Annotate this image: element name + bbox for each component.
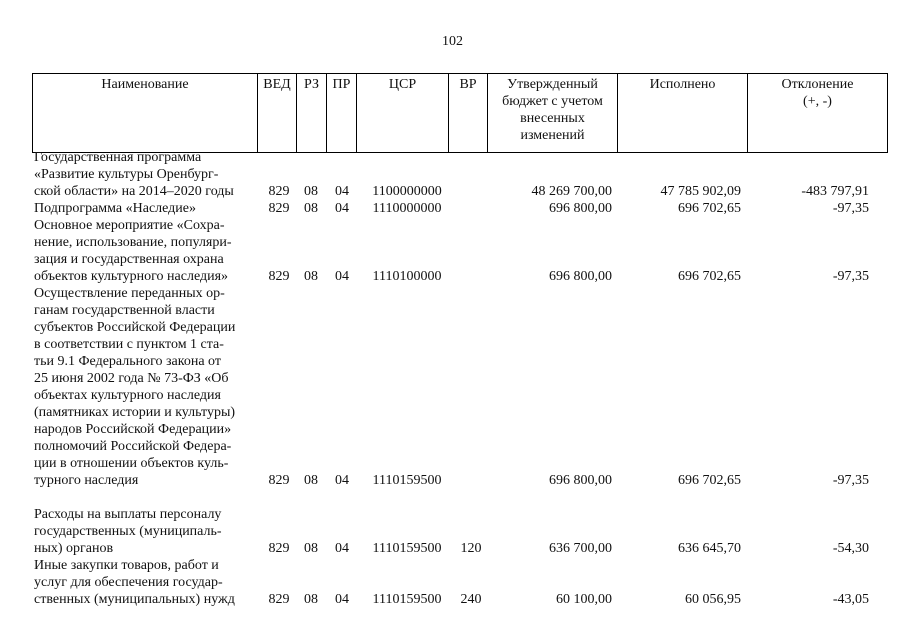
header-ved: ВЕД xyxy=(263,77,291,92)
row-executed: 47 785 902,09 xyxy=(660,184,741,199)
page-number: 102 xyxy=(442,34,463,49)
row-name-line: в соответствии с пунктом 1 ста- xyxy=(34,337,224,352)
row-executed: 636 645,70 xyxy=(678,541,741,556)
row-budget: 48 269 700,00 xyxy=(531,184,612,199)
row-name xyxy=(34,217,264,285)
row-name-line: (памятниках истории и культуры) xyxy=(34,405,236,420)
row-pr: 04 xyxy=(335,473,349,488)
row-budget: 696 800,00 xyxy=(549,201,612,216)
row-csr: 1100000000 xyxy=(372,184,442,199)
row-ved: 829 xyxy=(268,184,290,199)
row-deviation: -97,35 xyxy=(832,473,869,488)
row-name xyxy=(34,285,264,489)
row-pr: 04 xyxy=(335,592,349,607)
row-name xyxy=(34,506,264,557)
row-name-line: Расходы на выплаты персоналу xyxy=(34,507,222,522)
row-name-line: «Развитие культуры Оренбург- xyxy=(34,167,219,182)
row-deviation: -54,30 xyxy=(832,541,869,556)
row-name xyxy=(34,200,264,217)
row-ved: 829 xyxy=(268,541,290,556)
row-ved: 829 xyxy=(268,201,290,216)
row-name xyxy=(34,149,264,200)
row-csr: 1110000000 xyxy=(372,201,442,216)
row-name-line: ской области» на 2014–2020 годы xyxy=(34,184,234,199)
row-csr: 1110100000 xyxy=(372,269,442,284)
header-rz: РЗ xyxy=(304,77,319,92)
row-name-line: полномочий Российской Федера- xyxy=(34,439,232,454)
row-name-line: услуг для обеспечения государ- xyxy=(34,575,223,590)
row-csr: 1110159500 xyxy=(372,541,442,556)
row-pr: 04 xyxy=(335,184,349,199)
row-name-line: турного наследия xyxy=(34,473,139,488)
row-name-line: Подпрограмма «Наследие» xyxy=(34,201,196,216)
row-name-line: ции в отношении объектов куль- xyxy=(34,456,229,471)
row-name-line: зация и государственная охрана xyxy=(34,252,224,267)
row-deviation: -43,05 xyxy=(832,592,869,607)
row-name-line: Осуществление переданных ор- xyxy=(34,286,225,301)
row-rz: 08 xyxy=(304,541,318,556)
header-pr: ПР xyxy=(332,77,351,92)
row-budget: 696 800,00 xyxy=(549,269,612,284)
row-rz: 08 xyxy=(304,201,318,216)
row-pr: 04 xyxy=(335,541,349,556)
row-vr: 240 xyxy=(460,592,482,607)
row-name-line: нение, использование, популяри- xyxy=(34,235,232,250)
row-executed: 60 056,95 xyxy=(685,592,741,607)
row-name xyxy=(34,557,264,608)
header-executed: Исполнено xyxy=(649,77,716,92)
row-rz: 08 xyxy=(304,473,318,488)
row-executed: 696 702,65 xyxy=(678,473,741,488)
header-budget: Утвержденный бюджет с учетом внесенных изменений xyxy=(502,77,603,143)
row-name-line: народов Российской Федерации» xyxy=(34,422,232,437)
row-csr: 1110159500 xyxy=(372,473,442,488)
row-name-line: ственных (муниципальных) нужд xyxy=(34,592,235,607)
row-budget: 60 100,00 xyxy=(556,592,612,607)
header-deviation: Отклонение (+, -) xyxy=(781,77,854,109)
row-name-line: 25 июня 2002 года № 73-ФЗ «Об xyxy=(34,371,229,386)
row-rz: 08 xyxy=(304,592,318,607)
row-name-line: государственных (муниципаль- xyxy=(34,524,222,539)
row-ved: 829 xyxy=(268,473,290,488)
row-name-line: Основное мероприятие «Сохра- xyxy=(34,218,225,233)
header-vr: ВР xyxy=(459,77,477,92)
row-pr: 04 xyxy=(335,201,349,216)
row-csr: 1110159500 xyxy=(372,592,442,607)
row-name-line: объектов культурного наследия» xyxy=(34,269,229,284)
row-ved: 829 xyxy=(268,269,290,284)
header-csr: ЦСР xyxy=(388,77,417,92)
row-name-line: Государственная программа xyxy=(34,150,202,165)
row-name-line: Иные закупки товаров, работ и xyxy=(34,558,219,573)
row-deviation: -97,35 xyxy=(832,201,869,216)
row-deviation: -97,35 xyxy=(832,269,869,284)
row-pr: 04 xyxy=(335,269,349,284)
row-name-line: ганам государственной власти xyxy=(34,303,215,318)
row-budget: 696 800,00 xyxy=(549,473,612,488)
row-name-line: ных) органов xyxy=(34,541,114,556)
row-vr: 120 xyxy=(460,541,482,556)
row-executed: 696 702,65 xyxy=(678,201,741,216)
row-rz: 08 xyxy=(304,269,318,284)
row-executed: 696 702,65 xyxy=(678,269,741,284)
row-ved: 829 xyxy=(268,592,290,607)
row-deviation: -483 797,91 xyxy=(801,184,869,199)
row-rz: 08 xyxy=(304,184,318,199)
row-name-line: субъектов Российской Федерации xyxy=(34,320,236,335)
row-name-line: объектах культурного наследия xyxy=(34,388,221,403)
header-name: Наименование xyxy=(101,77,189,92)
row-name-line: тьи 9.1 Федерального закона от xyxy=(34,354,221,369)
row-budget: 636 700,00 xyxy=(549,541,612,556)
